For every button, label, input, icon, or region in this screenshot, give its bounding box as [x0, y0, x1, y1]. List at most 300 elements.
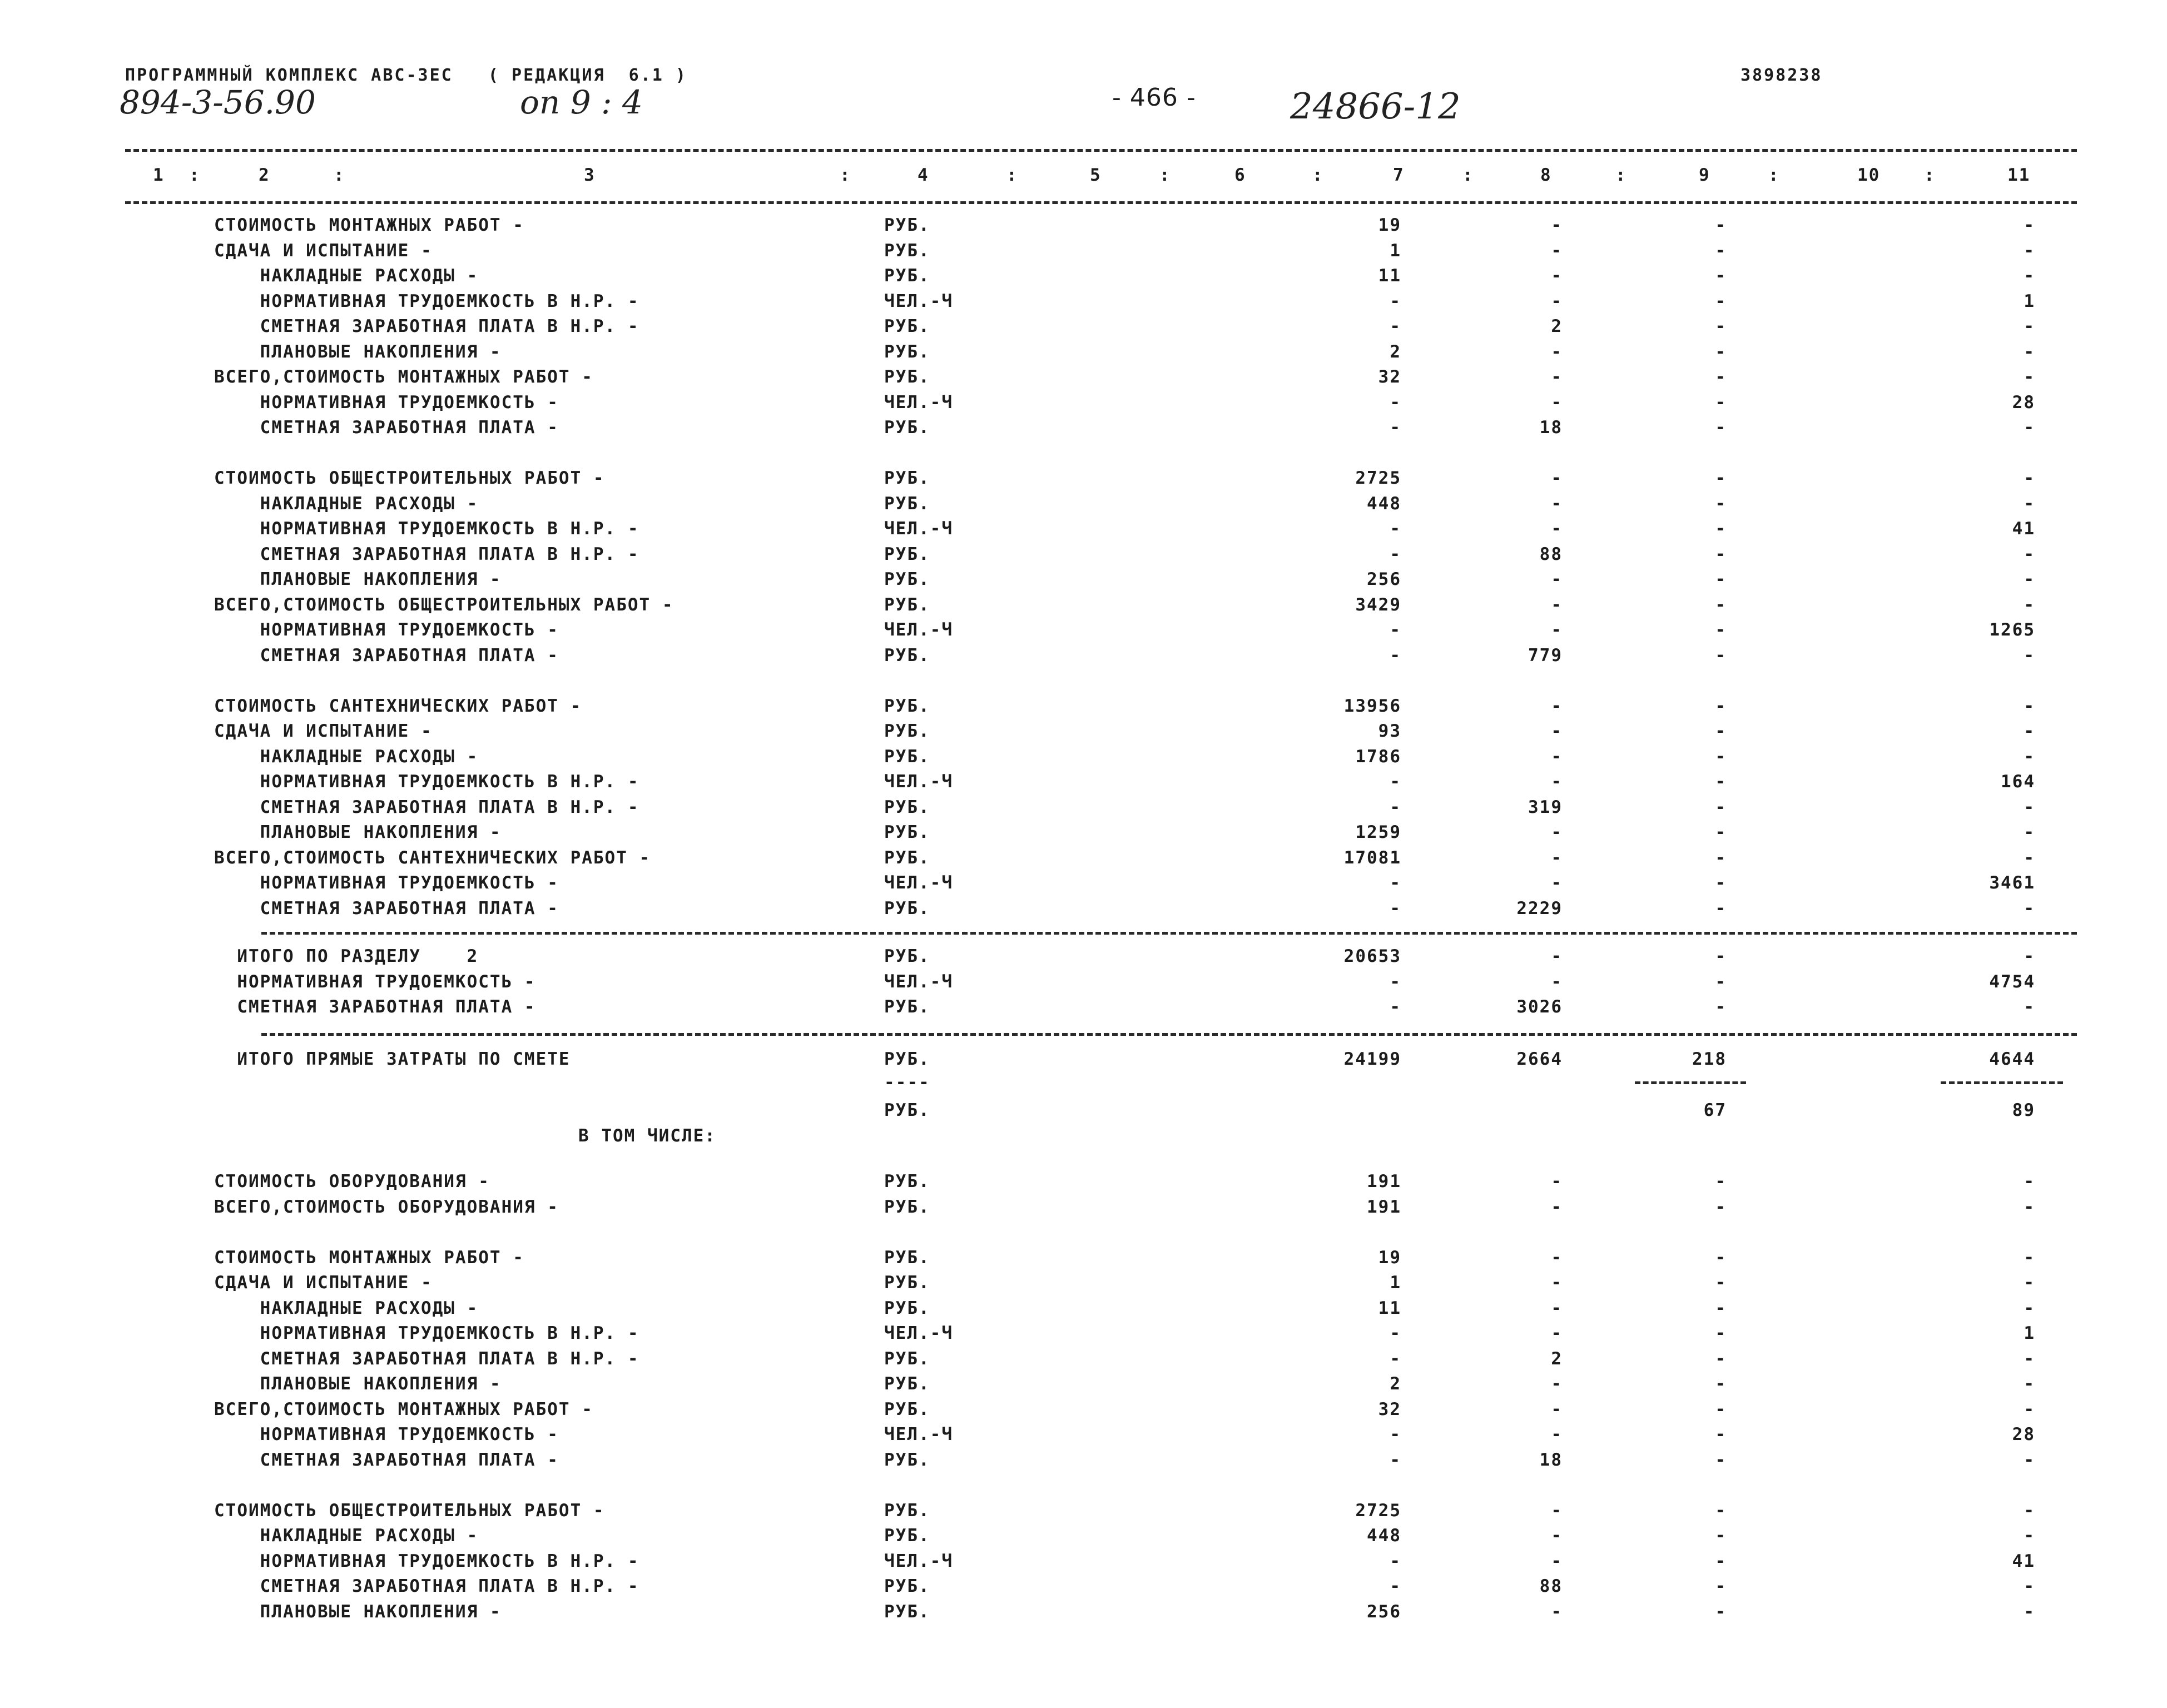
- row-label: СДАЧА И ИСПЫТАНИЕ -: [214, 240, 433, 261]
- row-col11: -: [2024, 1273, 2035, 1293]
- row-label: НОРМАТИВНАЯ ТРУДОЕМКОСТЬ -: [214, 1424, 559, 1444]
- row-col8: -: [1551, 367, 1563, 387]
- row-unit: ЧЕЛ.-Ч: [884, 873, 953, 893]
- row-col11: -: [2024, 1576, 2035, 1596]
- row-col7: 20653: [1343, 946, 1401, 966]
- row-col11: -: [2024, 316, 2035, 336]
- row-label: НОРМАТИВНАЯ ТРУДОЕМКОСТЬ -: [214, 620, 559, 640]
- row-col7: 13956: [1343, 696, 1401, 716]
- row-col8: 88: [1539, 1576, 1563, 1596]
- column-header-2: 2: [259, 165, 270, 185]
- row-col9: -: [1715, 847, 1727, 868]
- row-col9: -: [1715, 215, 1727, 235]
- row-col11: -: [2024, 696, 2035, 716]
- column-header-7: :: [1006, 165, 1018, 185]
- grand-total-col7: 24199: [1343, 1049, 1401, 1069]
- row-col11: -: [2024, 493, 2035, 514]
- row-col9: -: [1715, 1551, 1727, 1571]
- row-col9: -: [1715, 1273, 1727, 1293]
- row-col9: -: [1715, 1247, 1727, 1268]
- column-header-3: :: [334, 165, 345, 185]
- row-col7: 2725: [1355, 1500, 1401, 1521]
- row-col8: -: [1551, 1374, 1563, 1394]
- section-total-rule-bottom: [261, 1033, 2077, 1036]
- row-col9: -: [1715, 997, 1727, 1017]
- row-col7: -: [1390, 797, 1401, 817]
- row-unit: РУБ.: [884, 1196, 930, 1217]
- row-label: НОРМАТИВНАЯ ТРУДОЕМКОСТЬ В Н.Р. -: [214, 1323, 639, 1343]
- row-col11: -: [2024, 1196, 2035, 1217]
- row-col8: 2: [1551, 1348, 1563, 1369]
- row-col11: -: [2024, 341, 2035, 362]
- column-header-15: :: [1615, 165, 1627, 185]
- row-col8: -: [1551, 971, 1563, 992]
- row-label: ПЛАНОВЫЕ НАКОПЛЕНИЯ -: [214, 822, 502, 842]
- row-unit: ЧЕЛ.-Ч: [884, 291, 953, 311]
- row-col9: -: [1715, 1601, 1727, 1622]
- row-col8: 2229: [1516, 898, 1563, 918]
- row-col7: -: [1390, 1551, 1401, 1571]
- row-col7: -: [1390, 772, 1401, 792]
- column-header-17: :: [1768, 165, 1780, 185]
- row-unit: РУБ.: [884, 1374, 930, 1394]
- row-label: СМЕТНАЯ ЗАРАБОТНАЯ ПЛАТА -: [214, 1449, 559, 1470]
- row-col7: 1: [1390, 1273, 1401, 1293]
- row-col8: -: [1551, 772, 1563, 792]
- row-col9: -: [1715, 594, 1727, 615]
- row-label: НОРМАТИВНАЯ ТРУДОЕМКОСТЬ В Н.Р. -: [214, 772, 639, 792]
- row-unit: РУБ.: [884, 468, 930, 488]
- row-col9: -: [1715, 721, 1727, 741]
- row-unit: РУБ.: [884, 721, 930, 741]
- row-unit: ЧЕЛ.-Ч: [884, 519, 953, 539]
- row-col11: -: [2024, 1449, 2035, 1470]
- row-col11: -: [2024, 468, 2035, 488]
- row-unit: РУБ.: [884, 240, 930, 261]
- row-col8: -: [1551, 1601, 1563, 1622]
- row-col7: -: [1390, 1449, 1401, 1470]
- row-col9: -: [1715, 772, 1727, 792]
- row-unit: РУБ.: [884, 1399, 930, 1419]
- row-col9: -: [1715, 341, 1727, 362]
- row-col8: -: [1551, 847, 1563, 868]
- row-col8: -: [1551, 1196, 1563, 1217]
- row-col9: -: [1715, 392, 1727, 413]
- row-col8: -: [1551, 594, 1563, 615]
- column-header-5: :: [840, 165, 851, 185]
- row-unit: РУБ.: [884, 797, 930, 817]
- row-col7: 256: [1367, 1601, 1401, 1622]
- row-unit: РУБ.: [884, 316, 930, 336]
- row-unit: РУБ.: [884, 847, 930, 868]
- row-col7: 17081: [1343, 847, 1401, 868]
- row-col11: -: [2024, 240, 2035, 261]
- row-col11: -: [2024, 594, 2035, 615]
- row-unit: РУБ.: [884, 418, 930, 438]
- row-col7: -: [1390, 873, 1401, 893]
- row-col8: -: [1551, 1323, 1563, 1343]
- row-label: НОРМАТИВНАЯ ТРУДОЕМКОСТЬ В Н.Р. -: [214, 291, 639, 311]
- row-col7: 448: [1367, 1526, 1401, 1546]
- row-col11: -: [2024, 847, 2035, 868]
- row-unit: РУБ.: [884, 594, 930, 615]
- row-col11: 1265: [1989, 620, 2035, 640]
- row-col9: -: [1715, 291, 1727, 311]
- row-col7: -: [1390, 971, 1401, 992]
- row-col9: -: [1715, 1424, 1727, 1444]
- row-col8: -: [1551, 1247, 1563, 1268]
- column-header-0: 1: [153, 165, 165, 185]
- row-col9: -: [1715, 240, 1727, 261]
- row-col7: 19: [1378, 215, 1401, 235]
- row-col8: -: [1551, 873, 1563, 893]
- row-col8: 319: [1528, 797, 1563, 817]
- row-col11: -: [2024, 1247, 2035, 1268]
- row-col7: 2: [1390, 1374, 1401, 1394]
- row-col11: -: [2024, 266, 2035, 286]
- row-label: СМЕТНАЯ ЗАРАБОТНАЯ ПЛАТА В Н.Р. -: [214, 316, 639, 336]
- row-col7: 32: [1378, 367, 1401, 387]
- row-col11: 41: [2012, 519, 2035, 539]
- row-unit: РУБ.: [884, 215, 930, 235]
- row-col9: -: [1715, 1500, 1727, 1521]
- row-col7: 191: [1367, 1196, 1401, 1217]
- row-col8: -: [1551, 696, 1563, 716]
- document-code: 3898238: [1740, 66, 1823, 85]
- grand-total-col8: 2664: [1516, 1049, 1563, 1069]
- row-unit: РУБ.: [884, 1576, 930, 1596]
- column-header-9: :: [1159, 165, 1171, 185]
- row-col9: -: [1715, 898, 1727, 918]
- row-col8: -: [1551, 1399, 1563, 1419]
- row-col11: -: [2024, 946, 2035, 966]
- row-col8: -: [1551, 746, 1563, 767]
- row-col7: -: [1390, 291, 1401, 311]
- column-header-8: 5: [1090, 165, 1102, 185]
- row-unit: РУБ.: [884, 1449, 930, 1470]
- grand-total-col11: 4644: [1989, 1049, 2035, 1069]
- grand-total-col11-2: 89: [2012, 1100, 2035, 1120]
- row-unit: РУБ.: [884, 1500, 930, 1521]
- row-label: СМЕТНАЯ ЗАРАБОТНАЯ ПЛАТА В Н.Р. -: [214, 797, 639, 817]
- row-col9: -: [1715, 971, 1727, 992]
- row-col9: -: [1715, 367, 1727, 387]
- row-col7: 11: [1378, 266, 1401, 286]
- row-col7: 3429: [1355, 594, 1401, 615]
- row-col7: -: [1390, 544, 1401, 564]
- row-col8: -: [1551, 215, 1563, 235]
- row-col7: 1259: [1355, 822, 1401, 842]
- row-col9: -: [1715, 1323, 1727, 1343]
- row-label: СДАЧА И ИСПЫТАНИЕ -: [214, 1273, 433, 1293]
- row-col11: -: [2024, 898, 2035, 918]
- row-unit: РУБ.: [884, 946, 930, 966]
- grand-total-label: ИТОГО ПРЯМЫЕ ЗАТРАТЫ ПО СМЕТЕ: [214, 1049, 571, 1069]
- row-col8: 2: [1551, 316, 1563, 336]
- row-col8: -: [1551, 822, 1563, 842]
- row-label: НОРМАТИВНАЯ ТРУДОЕМКОСТЬ -: [214, 873, 559, 893]
- row-label: ПЛАНОВЫЕ НАКОПЛЕНИЯ -: [214, 1601, 502, 1622]
- row-col7: -: [1390, 620, 1401, 640]
- row-col8: -: [1551, 569, 1563, 589]
- row-col9: -: [1715, 620, 1727, 640]
- row-col11: 28: [2012, 1424, 2035, 1444]
- column-header-20: 11: [2007, 165, 2031, 185]
- row-label: СТОИМОСТЬ ОБОРУДОВАНИЯ -: [214, 1171, 490, 1191]
- row-col11: -: [2024, 997, 2035, 1017]
- row-col8: 18: [1539, 1449, 1563, 1470]
- row-col11: -: [2024, 797, 2035, 817]
- row-unit: РУБ.: [884, 1171, 930, 1191]
- row-unit: ЧЕЛ.-Ч: [884, 772, 953, 792]
- row-col7: -: [1390, 1576, 1401, 1596]
- row-col7: 2725: [1355, 468, 1401, 488]
- row-col8: -: [1551, 1551, 1563, 1571]
- row-col8: 779: [1528, 645, 1563, 666]
- row-col11: -: [2024, 1348, 2035, 1369]
- including-heading: В ТОМ ЧИСЛЕ:: [578, 1126, 716, 1146]
- row-col9: -: [1715, 1399, 1727, 1419]
- row-col11: 1: [2024, 1323, 2035, 1343]
- row-label: НАКЛАДНЫЕ РАСХОДЫ -: [214, 746, 479, 767]
- row-col8: -: [1551, 1298, 1563, 1318]
- row-label: СТОИМОСТЬ МОНТАЖНЫХ РАБОТ -: [214, 215, 524, 235]
- row-col8: -: [1551, 721, 1563, 741]
- grand-total-col9: 218: [1692, 1049, 1727, 1069]
- row-col9: -: [1715, 696, 1727, 716]
- row-col7: 1786: [1355, 746, 1401, 767]
- row-unit: РУБ.: [884, 493, 930, 514]
- row-col9: -: [1715, 519, 1727, 539]
- row-col9: -: [1715, 316, 1727, 336]
- row-col9: -: [1715, 797, 1727, 817]
- program-header: ПРОГРАММНЫЙ КОМПЛЕКС АВС-3ЕС ( РЕДАКЦИЯ 6.1 ): [125, 66, 687, 85]
- row-col9: -: [1715, 1171, 1727, 1191]
- row-col9: -: [1715, 1298, 1727, 1318]
- row-label: ПЛАНОВЫЕ НАКОПЛЕНИЯ -: [214, 341, 502, 362]
- row-col8: -: [1551, 468, 1563, 488]
- row-col7: 2: [1390, 341, 1401, 362]
- grand-total-subrule-col9: [1635, 1081, 1746, 1084]
- row-col7: -: [1390, 418, 1401, 438]
- row-unit: ЧЕЛ.-Ч: [884, 1424, 953, 1444]
- row-col11: 164: [2001, 772, 2035, 792]
- row-col7: -: [1390, 898, 1401, 918]
- row-label: НАКЛАДНЫЕ РАСХОДЫ -: [214, 266, 479, 286]
- row-unit: РУБ.: [884, 997, 930, 1017]
- column-header-13: :: [1462, 165, 1474, 185]
- row-label: СТОИМОСТЬ САНТЕХНИЧЕСКИХ РАБОТ -: [214, 696, 582, 716]
- row-col7: 32: [1378, 1399, 1401, 1419]
- row-label: СДАЧА И ИСПЫТАНИЕ -: [214, 721, 433, 741]
- row-label: ВСЕГО,СТОИМОСТЬ МОНТАЖНЫХ РАБОТ -: [214, 367, 593, 387]
- row-label: НАКЛАДНЫЕ РАСХОДЫ -: [214, 1298, 479, 1318]
- column-header-14: 8: [1540, 165, 1552, 185]
- row-label: НОРМАТИВНАЯ ТРУДОЕМКОСТЬ -: [214, 392, 559, 413]
- row-col7: 191: [1367, 1171, 1401, 1191]
- section-total-rule-top: [261, 932, 2077, 935]
- row-col8: -: [1551, 493, 1563, 514]
- grand-total-dashes: ----: [884, 1073, 930, 1093]
- row-label: СМЕТНАЯ ЗАРАБОТНАЯ ПЛАТА -: [214, 898, 559, 918]
- handwritten-project-code: 894-3-56.90: [120, 83, 316, 121]
- row-unit: РУБ.: [884, 822, 930, 842]
- grand-total-unit-2: РУБ.: [884, 1100, 930, 1120]
- row-col8: -: [1551, 240, 1563, 261]
- row-col9: -: [1715, 1449, 1727, 1470]
- row-col11: -: [2024, 1298, 2035, 1318]
- row-col8: -: [1551, 519, 1563, 539]
- row-col7: -: [1390, 316, 1401, 336]
- row-col7: -: [1390, 1348, 1401, 1369]
- row-label: НОРМАТИВНАЯ ТРУДОЕМКОСТЬ -: [214, 971, 536, 992]
- row-col11: -: [2024, 1374, 2035, 1394]
- row-col8: -: [1551, 1424, 1563, 1444]
- row-label: ВСЕГО,СТОИМОСТЬ ОБОРУДОВАНИЯ -: [214, 1196, 559, 1217]
- row-col9: -: [1715, 544, 1727, 564]
- row-col11: 4754: [1989, 971, 2035, 992]
- row-label: СМЕТНАЯ ЗАРАБОТНАЯ ПЛАТА В Н.Р. -: [214, 544, 639, 564]
- row-col9: -: [1715, 1576, 1727, 1596]
- row-col11: -: [2024, 1171, 2035, 1191]
- row-col11: -: [2024, 418, 2035, 438]
- header-rule: [125, 201, 2077, 204]
- row-col9: -: [1715, 946, 1727, 966]
- row-unit: РУБ.: [884, 645, 930, 666]
- column-header-16: 9: [1699, 165, 1710, 185]
- row-col8: 3026: [1516, 997, 1563, 1017]
- row-label: НОРМАТИВНАЯ ТРУДОЕМКОСТЬ В Н.Р. -: [214, 519, 639, 539]
- top-rule: [125, 149, 2077, 152]
- row-col11: -: [2024, 1500, 2035, 1521]
- grand-total-col9-2: 67: [1703, 1100, 1727, 1120]
- row-label: ИТОГО ПО РАЗДЕЛУ 2: [214, 946, 479, 966]
- grand-total-subrule-col11: [1941, 1081, 2063, 1084]
- row-unit: РУБ.: [884, 1348, 930, 1369]
- row-unit: ЧЕЛ.-Ч: [884, 971, 953, 992]
- row-unit: ЧЕЛ.-Ч: [884, 620, 953, 640]
- row-col7: 93: [1378, 721, 1401, 741]
- row-col7: -: [1390, 997, 1401, 1017]
- row-col11: -: [2024, 215, 2035, 235]
- row-col7: 448: [1367, 493, 1401, 514]
- row-col11: -: [2024, 1399, 2035, 1419]
- row-unit: РУБ.: [884, 1273, 930, 1293]
- row-col8: -: [1551, 946, 1563, 966]
- row-label: НОРМАТИВНАЯ ТРУДОЕМКОСТЬ В Н.Р. -: [214, 1551, 639, 1571]
- column-header-1: :: [189, 165, 201, 185]
- row-label: СТОИМОСТЬ ОБЩЕСТРОИТЕЛЬНЫХ РАБОТ -: [214, 1500, 605, 1521]
- row-unit: РУБ.: [884, 544, 930, 564]
- row-col11: 1: [2024, 291, 2035, 311]
- column-header-4: 3: [584, 165, 596, 185]
- row-col7: 256: [1367, 569, 1401, 589]
- row-col8: 88: [1539, 544, 1563, 564]
- row-col7: -: [1390, 645, 1401, 666]
- row-unit: РУБ.: [884, 898, 930, 918]
- column-header-10: 6: [1234, 165, 1246, 185]
- row-col11: 28: [2012, 392, 2035, 413]
- row-unit: ЧЕЛ.-Ч: [884, 1551, 953, 1571]
- row-col9: -: [1715, 266, 1727, 286]
- row-col8: -: [1551, 341, 1563, 362]
- row-col11: 3461: [1989, 873, 2035, 893]
- row-col9: -: [1715, 1348, 1727, 1369]
- row-label: ПЛАНОВЫЕ НАКОПЛЕНИЯ -: [214, 1374, 502, 1394]
- row-col8: -: [1551, 1171, 1563, 1191]
- row-col8: -: [1551, 1500, 1563, 1521]
- row-col9: -: [1715, 493, 1727, 514]
- row-col9: -: [1715, 1374, 1727, 1394]
- grand-total-unit: РУБ.: [884, 1049, 930, 1069]
- row-col7: 11: [1378, 1298, 1401, 1318]
- row-col11: -: [2024, 1601, 2035, 1622]
- row-col9: -: [1715, 569, 1727, 589]
- row-unit: РУБ.: [884, 1298, 930, 1318]
- row-col9: -: [1715, 1526, 1727, 1546]
- column-header-11: :: [1312, 165, 1324, 185]
- row-col9: -: [1715, 873, 1727, 893]
- row-col7: -: [1390, 392, 1401, 413]
- handwritten-reference: оп 9 : 4: [520, 83, 643, 121]
- row-col9: -: [1715, 1196, 1727, 1217]
- row-col11: -: [2024, 746, 2035, 767]
- row-col7: -: [1390, 1424, 1401, 1444]
- row-label: СТОИМОСТЬ ОБЩЕСТРОИТЕЛЬНЫХ РАБОТ -: [214, 468, 605, 488]
- row-unit: РУБ.: [884, 569, 930, 589]
- row-col11: -: [2024, 569, 2035, 589]
- row-label: СМЕТНАЯ ЗАРАБОТНАЯ ПЛАТА -: [214, 418, 559, 438]
- row-col9: -: [1715, 645, 1727, 666]
- row-col11: -: [2024, 822, 2035, 842]
- row-col8: -: [1551, 1273, 1563, 1293]
- row-unit: РУБ.: [884, 367, 930, 387]
- row-col11: -: [2024, 721, 2035, 741]
- handwritten-document-number: 24866-12: [1290, 86, 1461, 127]
- row-unit: РУБ.: [884, 696, 930, 716]
- row-unit: РУБ.: [884, 1247, 930, 1268]
- row-col9: -: [1715, 822, 1727, 842]
- column-header-18: 10: [1857, 165, 1881, 185]
- row-col8: -: [1551, 1526, 1563, 1546]
- row-label: СМЕТНАЯ ЗАРАБОТНАЯ ПЛАТА -: [214, 645, 559, 666]
- column-header-12: 7: [1393, 165, 1405, 185]
- row-label: СМЕТНАЯ ЗАРАБОТНАЯ ПЛАТА В Н.Р. -: [214, 1576, 639, 1596]
- row-col8: -: [1551, 266, 1563, 286]
- row-col7: 19: [1378, 1247, 1401, 1268]
- row-unit: ЧЕЛ.-Ч: [884, 1323, 953, 1343]
- row-col11: -: [2024, 645, 2035, 666]
- row-col11: 41: [2012, 1551, 2035, 1571]
- row-col7: -: [1390, 519, 1401, 539]
- row-unit: РУБ.: [884, 746, 930, 767]
- row-label: ВСЕГО,СТОИМОСТЬ МОНТАЖНЫХ РАБОТ -: [214, 1399, 593, 1419]
- row-label: ПЛАНОВЫЕ НАКОПЛЕНИЯ -: [214, 569, 502, 589]
- row-label: СТОИМОСТЬ МОНТАЖНЫХ РАБОТ -: [214, 1247, 524, 1268]
- row-col8: -: [1551, 620, 1563, 640]
- row-label: НАКЛАДНЫЕ РАСХОДЫ -: [214, 1526, 479, 1546]
- row-col9: -: [1715, 418, 1727, 438]
- row-col9: -: [1715, 746, 1727, 767]
- row-label: СМЕТНАЯ ЗАРАБОТНАЯ ПЛАТА В Н.Р. -: [214, 1348, 639, 1369]
- row-label: ВСЕГО,СТОИМОСТЬ САНТЕХНИЧЕСКИХ РАБОТ -: [214, 847, 651, 868]
- row-col11: -: [2024, 544, 2035, 564]
- row-unit: РУБ.: [884, 1601, 930, 1622]
- row-unit: РУБ.: [884, 1526, 930, 1546]
- row-label: СМЕТНАЯ ЗАРАБОТНАЯ ПЛАТА -: [214, 997, 536, 1017]
- column-header-19: :: [1924, 165, 1936, 185]
- column-header-6: 4: [918, 165, 929, 185]
